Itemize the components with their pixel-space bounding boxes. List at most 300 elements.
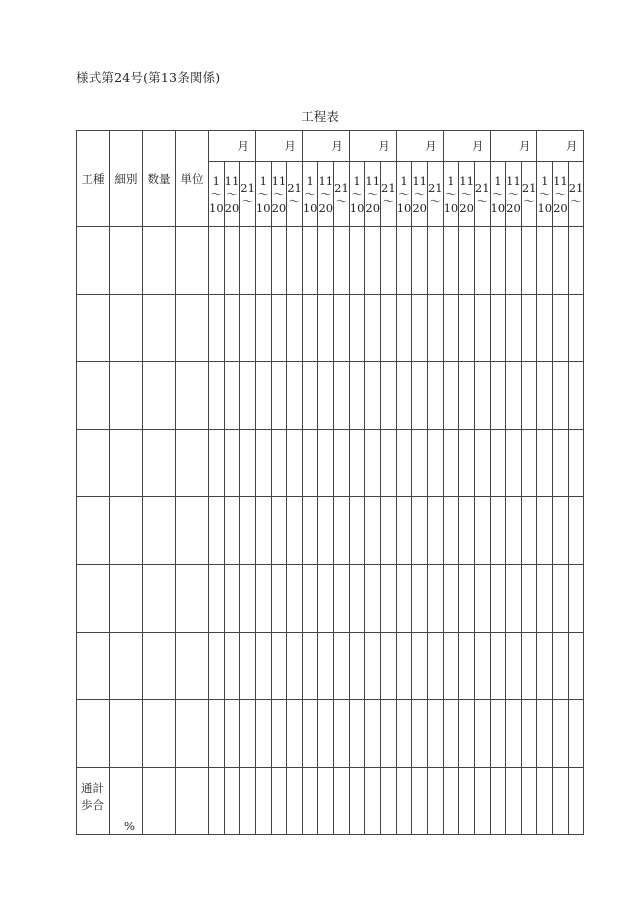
dekad-tilde: 〜 xyxy=(492,187,504,201)
dekad-tilde: 〜 xyxy=(398,187,410,201)
table-cell xyxy=(318,362,334,430)
table-cell xyxy=(553,294,569,362)
table-cell xyxy=(240,632,256,700)
table-cell xyxy=(318,294,334,362)
month-cell: 月 xyxy=(302,131,349,162)
table-cell xyxy=(209,497,225,565)
table-row xyxy=(77,362,584,430)
table-cell xyxy=(349,362,365,430)
table-cell xyxy=(553,497,569,565)
table-cell xyxy=(143,767,176,834)
table-cell xyxy=(474,700,490,768)
table-cell xyxy=(77,564,110,632)
table-cell xyxy=(271,362,287,430)
table-cell xyxy=(110,564,143,632)
table-cell xyxy=(255,564,271,632)
dekad-start: 1 xyxy=(541,173,549,188)
table-cell xyxy=(302,700,318,768)
dekad-start: 1 xyxy=(494,173,502,188)
table-cell xyxy=(224,497,240,565)
dekad-cell xyxy=(506,162,522,227)
table-cell xyxy=(474,767,490,834)
table-cell xyxy=(537,362,553,430)
table-cell xyxy=(287,632,303,700)
table-cell xyxy=(521,497,537,565)
table-cell xyxy=(412,294,428,362)
table-cell xyxy=(537,497,553,565)
table-cell xyxy=(209,632,225,700)
total-row xyxy=(77,767,584,834)
schedule-table xyxy=(76,130,584,835)
table-cell xyxy=(143,227,176,295)
table-cell xyxy=(255,767,271,834)
dekad-start: 21 xyxy=(240,180,255,195)
header-unit: 単位 xyxy=(176,131,209,227)
table-cell xyxy=(302,227,318,295)
table-cell xyxy=(287,362,303,430)
table-cell xyxy=(443,362,459,430)
month-cell: 月 xyxy=(537,131,584,162)
dekad-tilde: 〜 xyxy=(226,187,238,201)
table-cell xyxy=(255,362,271,430)
table-cell xyxy=(521,632,537,700)
table-cell xyxy=(302,767,318,834)
table-cell xyxy=(396,700,412,768)
table-cell xyxy=(302,564,318,632)
table-cell xyxy=(349,497,365,565)
dekad-end: 20 xyxy=(271,200,287,215)
dekad-start: 1 xyxy=(259,173,267,188)
table-row xyxy=(77,700,584,768)
table-cell xyxy=(443,767,459,834)
table-cell xyxy=(396,362,412,430)
table-cell xyxy=(474,429,490,497)
table-cell xyxy=(287,227,303,295)
table-cell xyxy=(365,227,381,295)
dekad-start: 11 xyxy=(224,173,240,188)
table-cell xyxy=(490,700,506,768)
table-cell xyxy=(271,564,287,632)
table-cell xyxy=(287,564,303,632)
table-cell xyxy=(506,564,522,632)
table-cell xyxy=(255,294,271,362)
table-cell xyxy=(459,362,475,430)
table-cell xyxy=(568,767,584,834)
table-cell xyxy=(506,294,522,362)
table-cell xyxy=(412,362,428,430)
dekad-cell xyxy=(334,162,350,227)
table-cell xyxy=(110,497,143,565)
table-cell xyxy=(396,227,412,295)
table-cell xyxy=(334,362,350,430)
month-cell: 月 xyxy=(349,131,396,162)
dekad-end: 20 xyxy=(553,200,568,215)
table-cell xyxy=(381,767,397,834)
table-cell xyxy=(459,767,475,834)
table-cell xyxy=(240,227,256,295)
dekad-cell xyxy=(474,162,490,227)
dekad-tilde: 〜 xyxy=(273,187,285,201)
dekad-cell xyxy=(553,162,569,227)
document-title: 工程表 xyxy=(301,109,339,124)
table-cell xyxy=(381,497,397,565)
table-cell xyxy=(176,632,209,700)
table-cell xyxy=(224,227,240,295)
table-cell xyxy=(427,497,443,565)
table-cell xyxy=(521,767,537,834)
table-cell xyxy=(110,294,143,362)
dekad-cell xyxy=(396,162,412,227)
table-cell xyxy=(224,362,240,430)
table-cell xyxy=(176,497,209,565)
table-cell xyxy=(459,497,475,565)
total-percent-cell xyxy=(110,767,143,834)
table-cell xyxy=(143,564,176,632)
table-cell xyxy=(302,294,318,362)
dekad-cell xyxy=(490,162,506,227)
table-cell xyxy=(443,564,459,632)
table-cell xyxy=(287,700,303,768)
dekad-tilde: 〜 xyxy=(414,187,426,201)
table-cell xyxy=(474,362,490,430)
table-cell xyxy=(318,497,334,565)
dekad-tilde: 〜 xyxy=(507,187,519,201)
table-cell xyxy=(143,700,176,768)
table-cell xyxy=(490,227,506,295)
table-cell xyxy=(381,227,397,295)
table-cell xyxy=(224,429,240,497)
dekad-tilde: 〜 xyxy=(242,194,254,208)
table-cell xyxy=(271,767,287,834)
table-cell xyxy=(537,564,553,632)
table-cell xyxy=(490,564,506,632)
dekad-end: 20 xyxy=(224,200,240,215)
table-cell xyxy=(568,700,584,768)
table-cell xyxy=(240,564,256,632)
month-cell: 月 xyxy=(490,131,537,162)
table-cell xyxy=(427,294,443,362)
dekad-start: 11 xyxy=(365,173,381,188)
table-cell xyxy=(176,294,209,362)
table-cell xyxy=(77,362,110,430)
table-cell xyxy=(412,564,428,632)
dekad-end: 20 xyxy=(318,200,334,215)
table-cell xyxy=(209,362,225,430)
table-cell xyxy=(271,700,287,768)
dekad-end: 10 xyxy=(209,200,224,215)
table-cell xyxy=(521,700,537,768)
dekad-end: 10 xyxy=(255,200,271,215)
table-cell xyxy=(209,429,225,497)
table-row xyxy=(77,564,584,632)
table-cell xyxy=(176,767,209,834)
dekad-start: 1 xyxy=(306,173,314,188)
table-cell xyxy=(318,632,334,700)
dekad-end: 10 xyxy=(443,200,459,215)
table-cell xyxy=(240,429,256,497)
total-label-line2: 歩合 xyxy=(81,797,104,812)
table-cell xyxy=(255,632,271,700)
dekad-tilde: 〜 xyxy=(289,194,301,208)
table-cell xyxy=(77,632,110,700)
table-cell xyxy=(176,362,209,430)
table-cell xyxy=(459,227,475,295)
table-cell xyxy=(302,429,318,497)
table-cell xyxy=(224,294,240,362)
table-cell xyxy=(396,429,412,497)
table-cell xyxy=(224,564,240,632)
dekad-start: 11 xyxy=(459,173,474,188)
table-cell xyxy=(537,767,553,834)
table-cell xyxy=(224,700,240,768)
table-cell xyxy=(443,227,459,295)
dekad-end: 10 xyxy=(396,200,412,215)
table-row xyxy=(77,632,584,700)
table-row xyxy=(77,497,584,565)
dekad-cell xyxy=(365,162,381,227)
table-cell xyxy=(240,362,256,430)
table-cell xyxy=(537,294,553,362)
table-cell xyxy=(474,632,490,700)
total-label xyxy=(81,780,104,814)
form-number: 様式第24号(第13条関係) xyxy=(76,70,221,85)
table-cell xyxy=(143,497,176,565)
dekad-tilde: 〜 xyxy=(382,194,394,208)
table-cell xyxy=(553,632,569,700)
dekad-tilde: 〜 xyxy=(570,194,582,208)
table-cell xyxy=(271,429,287,497)
table-cell xyxy=(443,700,459,768)
table-cell xyxy=(381,362,397,430)
table-cell xyxy=(427,767,443,834)
table-cell xyxy=(459,294,475,362)
table-cell xyxy=(537,429,553,497)
table-cell xyxy=(365,362,381,430)
table-cell xyxy=(474,497,490,565)
table-cell xyxy=(443,429,459,497)
dekad-start: 21 xyxy=(334,180,349,195)
table-cell xyxy=(459,700,475,768)
dekad-tilde: 〜 xyxy=(523,194,535,208)
dekad-tilde: 〜 xyxy=(476,194,488,208)
dekad-cell xyxy=(521,162,537,227)
table-cell xyxy=(365,294,381,362)
dekad-start: 11 xyxy=(271,173,287,188)
table-cell xyxy=(302,362,318,430)
dekad-tilde: 〜 xyxy=(429,194,441,208)
dekad-tilde: 〜 xyxy=(304,187,316,201)
table-cell xyxy=(521,227,537,295)
table-cell xyxy=(490,362,506,430)
table-cell xyxy=(318,700,334,768)
table-cell xyxy=(537,700,553,768)
dekad-cell xyxy=(287,162,303,227)
table-cell xyxy=(568,497,584,565)
table-cell xyxy=(506,767,522,834)
dekad-cell xyxy=(537,162,553,227)
table-cell xyxy=(553,227,569,295)
table-cell xyxy=(271,227,287,295)
table-cell xyxy=(255,700,271,768)
table-cell xyxy=(349,632,365,700)
table-cell xyxy=(110,362,143,430)
table-cell xyxy=(537,227,553,295)
table-cell xyxy=(110,429,143,497)
table-cell xyxy=(287,767,303,834)
table-cell xyxy=(427,700,443,768)
table-cell xyxy=(381,564,397,632)
table-cell xyxy=(474,564,490,632)
table-cell xyxy=(396,497,412,565)
dekad-cell xyxy=(240,162,256,227)
table-cell xyxy=(553,700,569,768)
table-cell xyxy=(287,294,303,362)
dekad-tilde: 〜 xyxy=(445,187,457,201)
month-cell: 月 xyxy=(209,131,256,162)
table-cell xyxy=(459,564,475,632)
table-cell xyxy=(302,632,318,700)
table-cell xyxy=(240,497,256,565)
total-label-line1: 通計 xyxy=(81,780,104,795)
table-cell xyxy=(396,632,412,700)
table-cell xyxy=(568,564,584,632)
table-cell xyxy=(77,700,110,768)
table-cell xyxy=(568,294,584,362)
table-cell xyxy=(506,497,522,565)
table-cell xyxy=(334,294,350,362)
table-cell xyxy=(77,429,110,497)
table-cell xyxy=(412,497,428,565)
dekad-start: 21 xyxy=(521,180,537,195)
table-cell xyxy=(521,362,537,430)
table-cell xyxy=(474,227,490,295)
table-cell xyxy=(568,632,584,700)
table-cell xyxy=(553,767,569,834)
table-cell xyxy=(365,632,381,700)
table-cell xyxy=(240,294,256,362)
dekad-start: 11 xyxy=(506,173,521,188)
table-cell xyxy=(176,227,209,295)
table-row xyxy=(77,429,584,497)
table-cell xyxy=(427,632,443,700)
table-cell xyxy=(255,497,271,565)
dekad-start: 11 xyxy=(412,173,427,188)
table-cell xyxy=(412,429,428,497)
dekad-end: 20 xyxy=(412,200,427,215)
table-cell xyxy=(209,767,225,834)
table-cell xyxy=(553,564,569,632)
dekad-start: 11 xyxy=(553,173,568,188)
table-cell xyxy=(334,429,350,497)
table-cell xyxy=(318,227,334,295)
header-work-type: 工種 xyxy=(77,131,110,227)
dekad-tilde: 〜 xyxy=(335,194,347,208)
dekad-tilde: 〜 xyxy=(539,187,551,201)
table-cell xyxy=(474,294,490,362)
table-cell xyxy=(412,227,428,295)
table-cell xyxy=(381,294,397,362)
table-cell xyxy=(412,700,428,768)
table-cell xyxy=(77,497,110,565)
dekad-cell xyxy=(318,162,334,227)
table-cell xyxy=(412,767,428,834)
table-cell xyxy=(553,429,569,497)
table-cell xyxy=(396,767,412,834)
table-cell xyxy=(506,429,522,497)
dekad-tilde: 〜 xyxy=(320,187,332,201)
dekad-end: 20 xyxy=(506,200,521,215)
dekad-end: 10 xyxy=(537,200,553,215)
table-cell xyxy=(255,227,271,295)
table-cell xyxy=(396,294,412,362)
dekad-tilde: 〜 xyxy=(461,187,473,201)
dekad-cell xyxy=(412,162,428,227)
table-cell xyxy=(209,294,225,362)
dekad-start: 1 xyxy=(353,173,361,188)
table-row xyxy=(77,294,584,362)
month-cell: 月 xyxy=(255,131,302,162)
dekad-tilde: 〜 xyxy=(351,187,363,201)
table-cell xyxy=(334,767,350,834)
table-cell xyxy=(143,294,176,362)
dekad-start: 1 xyxy=(400,173,408,188)
table-cell xyxy=(224,767,240,834)
table-cell xyxy=(255,429,271,497)
table-cell xyxy=(240,700,256,768)
table-cell xyxy=(318,429,334,497)
table-cell xyxy=(143,429,176,497)
dekad-tilde: 〜 xyxy=(210,187,222,201)
table-cell xyxy=(240,767,256,834)
table-cell xyxy=(318,564,334,632)
dekad-cell xyxy=(302,162,318,227)
dekad-tilde: 〜 xyxy=(257,187,269,201)
table-cell xyxy=(506,362,522,430)
table-cell xyxy=(381,700,397,768)
dekad-end: 20 xyxy=(365,200,381,215)
table-cell xyxy=(302,497,318,565)
table-cell xyxy=(77,227,110,295)
table-cell xyxy=(459,429,475,497)
table-cell xyxy=(334,632,350,700)
table-cell xyxy=(521,429,537,497)
table-cell xyxy=(334,227,350,295)
table-cell xyxy=(334,700,350,768)
table-cell xyxy=(287,497,303,565)
table-cell xyxy=(110,700,143,768)
table-cell xyxy=(318,767,334,834)
table-cell xyxy=(568,429,584,497)
table-cell xyxy=(349,429,365,497)
table-cell xyxy=(176,429,209,497)
dekad-cell xyxy=(459,162,475,227)
dekad-cell xyxy=(568,162,584,227)
table-cell xyxy=(209,700,225,768)
table-cell xyxy=(427,429,443,497)
table-cell xyxy=(537,632,553,700)
table-cell xyxy=(521,564,537,632)
table-cell xyxy=(396,564,412,632)
table-cell xyxy=(271,632,287,700)
dekad-cell xyxy=(381,162,397,227)
header-quantity: 数量 xyxy=(143,131,176,227)
table-cell xyxy=(224,632,240,700)
month-cell: 月 xyxy=(443,131,490,162)
table-row xyxy=(77,227,584,295)
dekad-end: 10 xyxy=(302,200,318,215)
table-cell xyxy=(427,362,443,430)
table-cell xyxy=(143,632,176,700)
